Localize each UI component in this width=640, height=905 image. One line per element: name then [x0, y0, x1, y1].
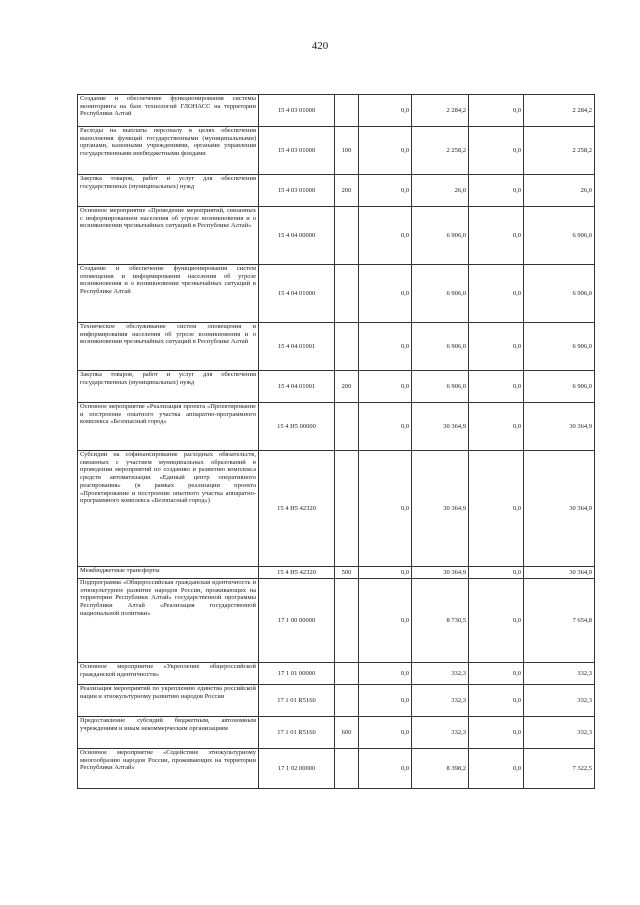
target-code-cell: 15 4 04 01001: [259, 371, 335, 403]
amount-cell-4: 6 906,0: [524, 207, 595, 265]
table-row: [78, 685, 595, 717]
target-code-cell: 15 4 H5 42320: [259, 451, 335, 567]
amount-cell-4: 30 364,9: [524, 451, 595, 567]
table-row: [78, 717, 595, 749]
expense-type-cell: [335, 749, 359, 789]
target-code-cell: 17 1 00 00000: [259, 579, 335, 663]
target-code-cell: 15 4 H5 00000: [259, 403, 335, 451]
amount-cell-1: 0,0: [359, 175, 412, 207]
table-row: [78, 371, 595, 403]
amount-cell-2: 2 258,2: [412, 127, 469, 175]
target-code-cell: 17 1 01 R5160: [259, 685, 335, 717]
expense-name-cell: Техническое обслуживание систем оповещения и информирования населения об угрозе возникновения и о возникновении чрезвычайных ситуаций в Республике Алтай: [78, 323, 259, 371]
target-code-cell: 17 1 01 R5160: [259, 717, 335, 749]
expense-name-cell: Основное мероприятие «Проведение мероприятий, связанных с информированием населения об угрозе возникновения и о возникновении чрезвычайных ситуаций в Республике Алтай»: [78, 207, 259, 265]
amount-cell-2: 6 906,0: [412, 265, 469, 323]
amount-cell-1: 0,0: [359, 207, 412, 265]
amount-cell-2: 6 906,0: [412, 371, 469, 403]
amount-cell-3: 0,0: [469, 663, 524, 685]
amount-cell-1: 0,0: [359, 749, 412, 789]
amount-cell-4: 2 258,2: [524, 127, 595, 175]
expense-type-cell: 500: [335, 567, 359, 579]
expense-type-cell: [335, 685, 359, 717]
amount-cell-1: 0,0: [359, 567, 412, 579]
target-code-cell: 17 1 01 00000: [259, 663, 335, 685]
amount-cell-4: 30 364,9: [524, 403, 595, 451]
target-code-cell: 15 4 03 01000: [259, 127, 335, 175]
amount-cell-1: 0,0: [359, 371, 412, 403]
expense-type-cell: [335, 663, 359, 685]
table-row: [78, 579, 595, 663]
amount-cell-1: 0,0: [359, 685, 412, 717]
target-code-cell: 15 4 03 01000: [259, 175, 335, 207]
amount-cell-1: 0,0: [359, 451, 412, 567]
amount-cell-2: 332,3: [412, 663, 469, 685]
expense-type-cell: [335, 579, 359, 663]
amount-cell-2: 6 906,0: [412, 207, 469, 265]
amount-cell-4: 26,0: [524, 175, 595, 207]
expense-name-cell: Основное мероприятие «Укрепление общероссийской гражданской идентичности»: [78, 663, 259, 685]
amount-cell-3: 0,0: [469, 95, 524, 127]
expense-name-cell: Субсидии на софинансирование расходных обязательств, связанных с участием муниципальных образований в проведении мероприятий по созданию и развитию комплекса средств автоматизации «Единый центр оперативного реагирования» (в рамках реализации проекта «Проектирование и построение опытного участка аппаратно-программного комплекса «Безопасный город»): [78, 451, 259, 567]
target-code-cell: 15 4 04 01001: [259, 323, 335, 371]
expense-name-cell: Подпрограмма «Общероссийская гражданская идентичность и этнокультурное развитие народов России, проживающих на территории Республики Алтай» государственной программы Республики Алтай «Реализация государственной национальной политики»: [78, 579, 259, 663]
table-row: [78, 95, 595, 127]
table-row: [78, 403, 595, 451]
amount-cell-2: 2 284,2: [412, 95, 469, 127]
amount-cell-3: 0,0: [469, 175, 524, 207]
table-row: [78, 265, 595, 323]
amount-cell-2: 30 364,9: [412, 451, 469, 567]
expense-name-cell: Закупка товаров, работ и услуг для обеспечения государственных (муниципальных) нужд: [78, 371, 259, 403]
expense-type-cell: 600: [335, 717, 359, 749]
amount-cell-4: 30 364,9: [524, 567, 595, 579]
table-row: [78, 127, 595, 175]
amount-cell-3: 0,0: [469, 567, 524, 579]
expense-name-cell: Создание и обеспечение функционирования систем оповещения и информирования населения об угрозе возникновения и о возникновении чрезвычайных ситуаций в Республике Алтай: [78, 265, 259, 323]
expense-name-cell: Закупка товаров, работ и услуг для обеспечения государственных (муниципальных) нужд: [78, 175, 259, 207]
amount-cell-3: 0,0: [469, 207, 524, 265]
amount-cell-3: 0,0: [469, 371, 524, 403]
amount-cell-3: 0,0: [469, 323, 524, 371]
amount-cell-3: 0,0: [469, 451, 524, 567]
expense-type-cell: [335, 323, 359, 371]
target-code-cell: 15 4 H5 42320: [259, 567, 335, 579]
amount-cell-3: 0,0: [469, 403, 524, 451]
expense-name-cell: Основное мероприятие «Содействие этнокультурному многообразию народов России, проживающих на территории Республики Алтай»: [78, 749, 259, 789]
expense-type-cell: [335, 95, 359, 127]
target-code-cell: 15 4 03 01000: [259, 95, 335, 127]
amount-cell-4: 2 284,2: [524, 95, 595, 127]
budget-table: [77, 94, 595, 789]
table-row: [78, 451, 595, 567]
target-code-cell: 17 1 02 00000: [259, 749, 335, 789]
amount-cell-2: 30 364,9: [412, 403, 469, 451]
expense-name-cell: Создание и обеспечение функционирования системы мониторинга на базе технологий ГЛОНАСС на территории Республики Алтай: [78, 95, 259, 127]
amount-cell-3: 0,0: [469, 749, 524, 789]
expense-type-cell: 200: [335, 175, 359, 207]
amount-cell-2: 26,0: [412, 175, 469, 207]
table-row: [78, 567, 595, 579]
amount-cell-3: 0,0: [469, 685, 524, 717]
amount-cell-4: 332,3: [524, 663, 595, 685]
expense-type-cell: [335, 265, 359, 323]
amount-cell-4: 6 906,0: [524, 265, 595, 323]
page-number: 420: [311, 40, 329, 52]
amount-cell-4: 6 906,0: [524, 323, 595, 371]
expense-name-cell: Основное мероприятие «Реализация проекта «Проектирование и построение опытного участка аппаратно-программного комплекса «Безопасный город»: [78, 403, 259, 451]
expense-type-cell: [335, 451, 359, 567]
table-row: [78, 749, 595, 789]
amount-cell-2: 6 906,0: [412, 323, 469, 371]
expense-type-cell: [335, 207, 359, 265]
amount-cell-2: 8 398,2: [412, 749, 469, 789]
amount-cell-1: 0,0: [359, 127, 412, 175]
expense-type-cell: 100: [335, 127, 359, 175]
expense-name-cell: Предоставление субсидий бюджетным, автономным учреждениям и иным некоммерческим организациям: [78, 717, 259, 749]
amount-cell-2: 8 730,5: [412, 579, 469, 663]
amount-cell-4: 7 654,8: [524, 579, 595, 663]
amount-cell-2: 332,3: [412, 685, 469, 717]
target-code-cell: 15 4 04 01000: [259, 265, 335, 323]
amount-cell-1: 0,0: [359, 95, 412, 127]
expense-name-cell: Реализация мероприятий по укреплению единства российской нации и этнокультурному развитию народов России: [78, 685, 259, 717]
amount-cell-3: 0,0: [469, 579, 524, 663]
amount-cell-3: 0,0: [469, 717, 524, 749]
table-row: [78, 175, 595, 207]
amount-cell-1: 0,0: [359, 717, 412, 749]
table-row: [78, 663, 595, 685]
amount-cell-1: 0,0: [359, 403, 412, 451]
table-row: [78, 207, 595, 265]
amount-cell-4: 6 906,0: [524, 371, 595, 403]
table-row: [78, 323, 595, 371]
amount-cell-1: 0,0: [359, 663, 412, 685]
expense-type-cell: [335, 403, 359, 451]
amount-cell-3: 0,0: [469, 265, 524, 323]
amount-cell-4: 332,3: [524, 717, 595, 749]
amount-cell-1: 0,0: [359, 265, 412, 323]
target-code-cell: 15 4 04 00000: [259, 207, 335, 265]
amount-cell-3: 0,0: [469, 127, 524, 175]
expense-name-cell: Расходы на выплаты персоналу в целях обеспечения выполнения функций государственными (муниципальными) органами, казенными учреждениями, органами управления государственными внебюджетными фондами: [78, 127, 259, 175]
amount-cell-1: 0,0: [359, 323, 412, 371]
amount-cell-1: 0,0: [359, 579, 412, 663]
expense-name-cell: Межбюджетные трансферты: [78, 567, 259, 579]
amount-cell-2: 30 364,9: [412, 567, 469, 579]
amount-cell-4: 7 322,5: [524, 749, 595, 789]
expense-type-cell: 200: [335, 371, 359, 403]
amount-cell-2: 332,3: [412, 717, 469, 749]
amount-cell-4: 332,3: [524, 685, 595, 717]
